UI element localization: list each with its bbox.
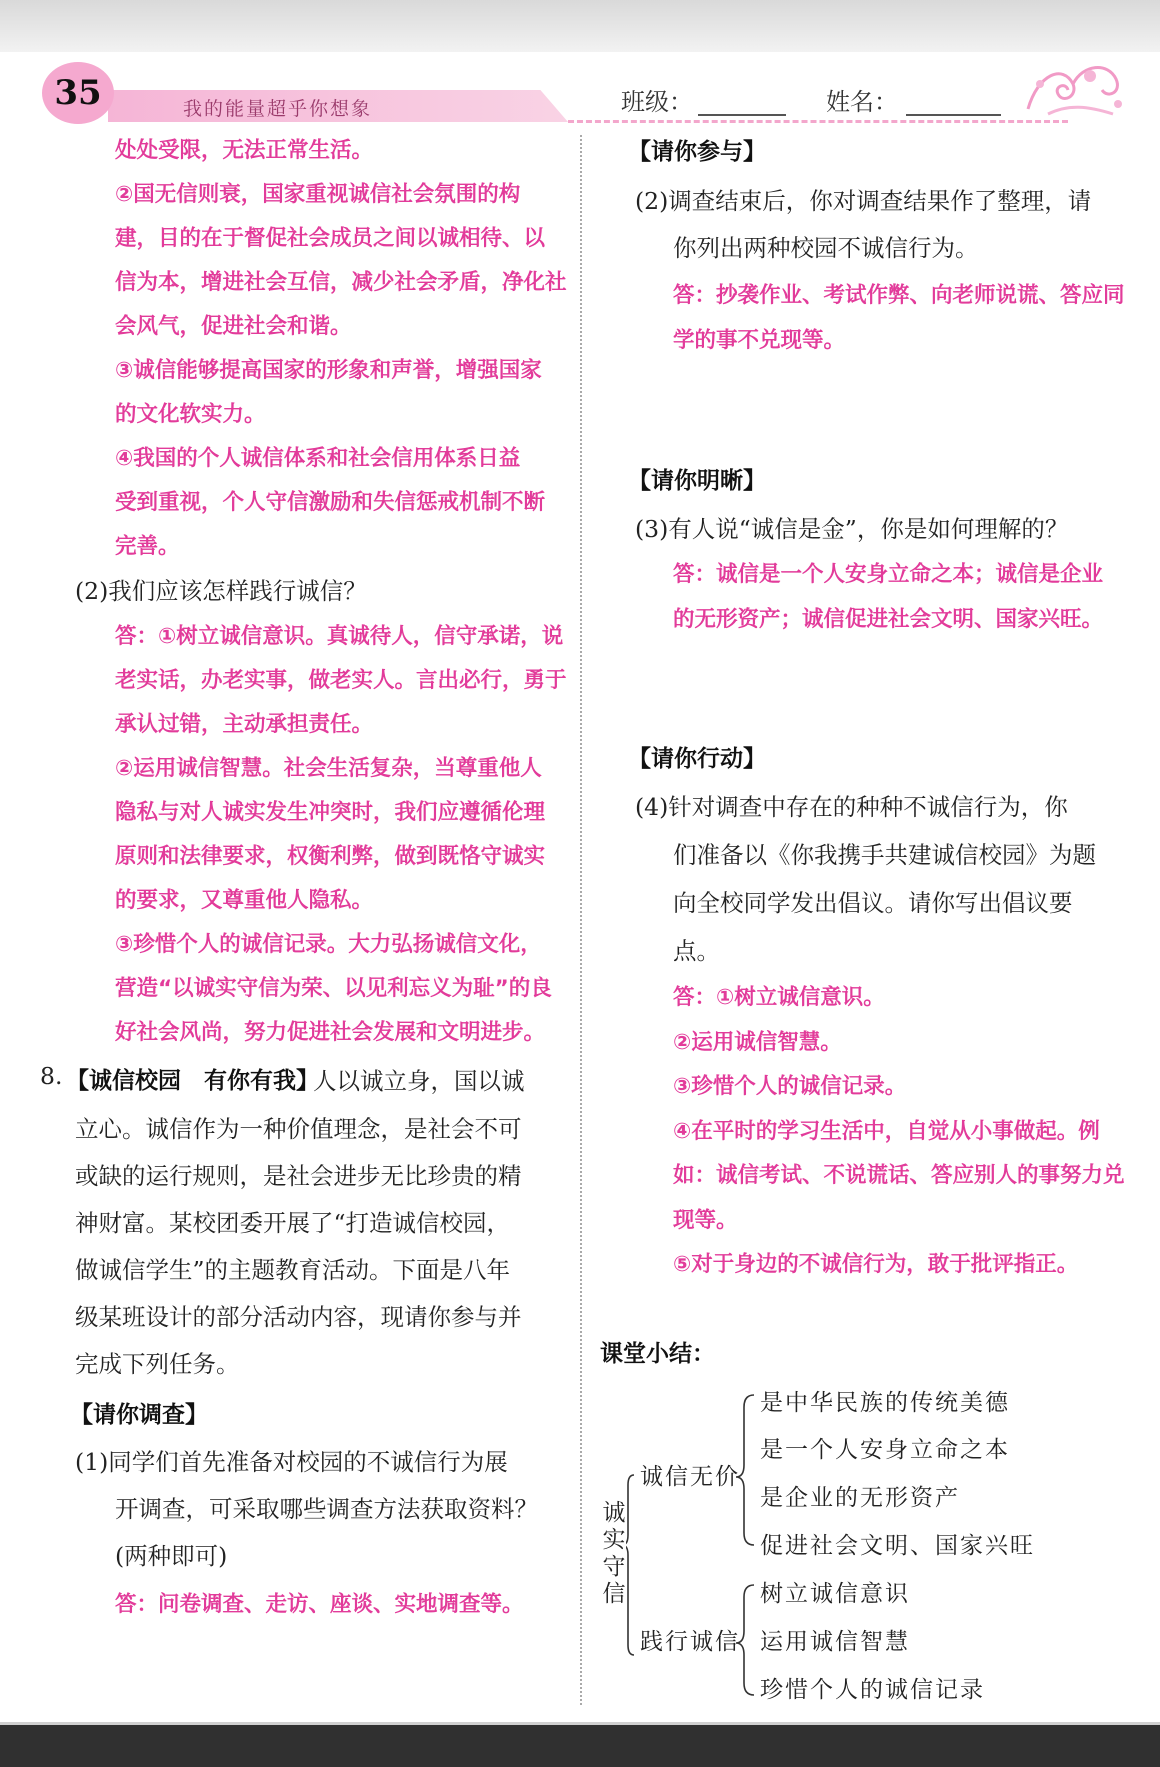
answer-line: 建，目的在于督促社会成员之间以诚相待、以 (115, 226, 546, 251)
answer-line: 隐私与对人诚实发生冲突时，我们应遵循伦理 (115, 800, 546, 825)
answer-line: ②运用诚信智慧。社会生活复杂，当尊重他人 (115, 756, 542, 781)
question-8-text: 级某班设计的部分活动内容，现请你参与并 (75, 1303, 522, 1331)
question-8-text: 神财富。某校团委开展了“打造诚信校园， (75, 1209, 511, 1237)
answer-line: ③珍惜个人的诚信记录。大力弘扬诚信文化， (115, 932, 542, 957)
page-header (38, 52, 1128, 132)
action-question: (4)针对调查中存在的种种不诚信行为，你 (635, 793, 1068, 821)
answer-line: 原则和法律要求，权衡利弊，做到既恪守诚实 (115, 844, 546, 869)
action-answer: ④在平时的学习生活中，自觉从小事做起。例 (673, 1119, 1100, 1144)
summary-item: 是中华民族的传统美德 (760, 1390, 1010, 1416)
action-question: 向全校同学发出倡议。请你写出倡议要 (673, 889, 1073, 917)
bottom-scan-border (0, 1725, 1160, 1767)
name-label: 姓名： (826, 88, 898, 116)
question-8-text: 做诚信学生”的主题教育活动。下面是八年 (75, 1256, 511, 1284)
clarify-answer: 的无形资产；诚信促进社会文明、国家兴旺。 (673, 607, 1104, 632)
question-8-text: 人以诚立身，国以诚 (313, 1067, 525, 1095)
answer-line: 会风气，促进社会和谐。 (115, 314, 352, 339)
clarify-heading: 【请你明晰】 (628, 468, 766, 494)
page-number: 35 (42, 62, 114, 124)
summary-branch-label: 践行诚信 (640, 1629, 740, 1655)
clarify-question: (3)有人说“诚信是金”，你是如何理解的？ (635, 515, 1069, 543)
slogan-text: 我的能量超乎你想象 (183, 98, 373, 120)
summary-item: 是一个人安身立命之本 (760, 1437, 1010, 1463)
summary-item: 运用诚信智慧 (760, 1629, 910, 1655)
action-answer: 现等。 (673, 1208, 738, 1233)
action-answer: 答：①树立诚信意识。 (673, 985, 885, 1010)
question-8-text: 完成下列任务。 (75, 1350, 240, 1378)
action-answer: ③珍惜个人的诚信记录。 (673, 1074, 907, 1099)
summary-item: 促进社会文明、国家兴旺 (760, 1533, 1035, 1559)
summary-item: 珍惜个人的诚信记录 (760, 1677, 985, 1703)
answer-line: 完善。 (115, 534, 180, 559)
survey-answer: 答：问卷调查、走访、座谈、实地调查等。 (115, 1592, 524, 1617)
action-heading: 【请你行动】 (628, 746, 766, 772)
survey-question: (两种即可) (115, 1542, 228, 1570)
action-answer: ⑤对于身边的不诚信行为，敢于批评指正。 (673, 1252, 1079, 1277)
question-8-number: 8. (40, 1062, 63, 1090)
action-answer: ②运用诚信智慧。 (673, 1030, 842, 1055)
answer-line: 老实话，办老实事，做老实人。言出必行，勇于 (115, 668, 567, 693)
column-divider (580, 135, 582, 1705)
answer-line: ④我国的个人诚信体系和社会信用体系日益 (115, 446, 521, 471)
top-scan-border (0, 0, 1160, 52)
answer-line: 受到重视，个人守信激励和失信惩戒机制不断 (115, 490, 546, 515)
question-line: (2)我们应该怎样践行诚信？ (75, 577, 367, 605)
answer-line: 信为本，增进社会互信，减少社会矛盾，净化社 (115, 270, 567, 295)
survey-question: (1)同学们首先准备对校园的不诚信行为展 (75, 1448, 508, 1476)
answer-line: 处处受限，无法正常生活。 (115, 138, 374, 163)
action-question: 点。 (673, 937, 720, 965)
name-blank (906, 114, 1001, 116)
answer-line: ②国无信则衰，国家重视诚信社会氛围的构 (115, 182, 521, 207)
class-label: 班级： (621, 88, 693, 116)
question-8-text: 或缺的运行规则，是社会进步无比珍贵的精 (75, 1162, 522, 1190)
summary-branch-label: 诚信无价 (640, 1464, 740, 1490)
answer-line: 营造“以诚实守信为荣、以见利忘义为耻”的良 (115, 976, 552, 1001)
answer-line: 承认过错，主动承担责任。 (115, 712, 374, 737)
survey-heading: 【请你调查】 (70, 1402, 208, 1428)
survey-question: 开调查，可采取哪些调查方法获取资料？ (115, 1495, 538, 1523)
answer-line: 的要求，又尊重他人隐私。 (115, 888, 374, 913)
clarify-answer: 答：诚信是一个人安身立命之本；诚信是企业 (673, 562, 1104, 587)
participate-question: (2)调查结束后，你对调查结果作了整理，请 (635, 187, 1092, 215)
participate-answer: 答：抄袭作业、考试作弊、向老师说谎、答应同 (673, 283, 1125, 308)
summary-item: 树立诚信意识 (760, 1581, 910, 1607)
question-8-text: 立心。诚信作为一种价值理念，是社会不可 (75, 1115, 522, 1143)
summary-brace-lines (626, 1385, 756, 1705)
answer-line: 的文化软实力。 (115, 402, 266, 427)
summary-item: 是企业的无形资产 (760, 1485, 960, 1511)
action-answer: 如：诚信考试、不说谎话、答应别人的事努力兑 (673, 1163, 1125, 1188)
participate-question: 你列出两种校园不诚信行为。 (673, 234, 979, 262)
action-question: 们准备以《你我携手共建诚信校园》为题 (673, 841, 1096, 869)
summary-root: 诚实守信 (602, 1500, 626, 1607)
answer-line: 好社会风尚，努力促进社会发展和文明进步。 (115, 1020, 546, 1045)
class-blank (698, 114, 786, 116)
question-8-title: 【诚信校园 有你有我】 (66, 1068, 319, 1094)
participate-answer: 学的事不兑现等。 (673, 328, 846, 353)
answer-line: 答：①树立诚信意识。真诚待人，信守承诺，说 (115, 624, 564, 649)
summary-title: 课堂小结： (600, 1341, 715, 1367)
floral-ornament-icon (1018, 54, 1128, 124)
answer-line: ③诚信能够提高国家的形象和声誉，增强国家 (115, 358, 542, 383)
participate-heading: 【请你参与】 (628, 139, 766, 165)
header-dashed-line (568, 120, 1068, 123)
